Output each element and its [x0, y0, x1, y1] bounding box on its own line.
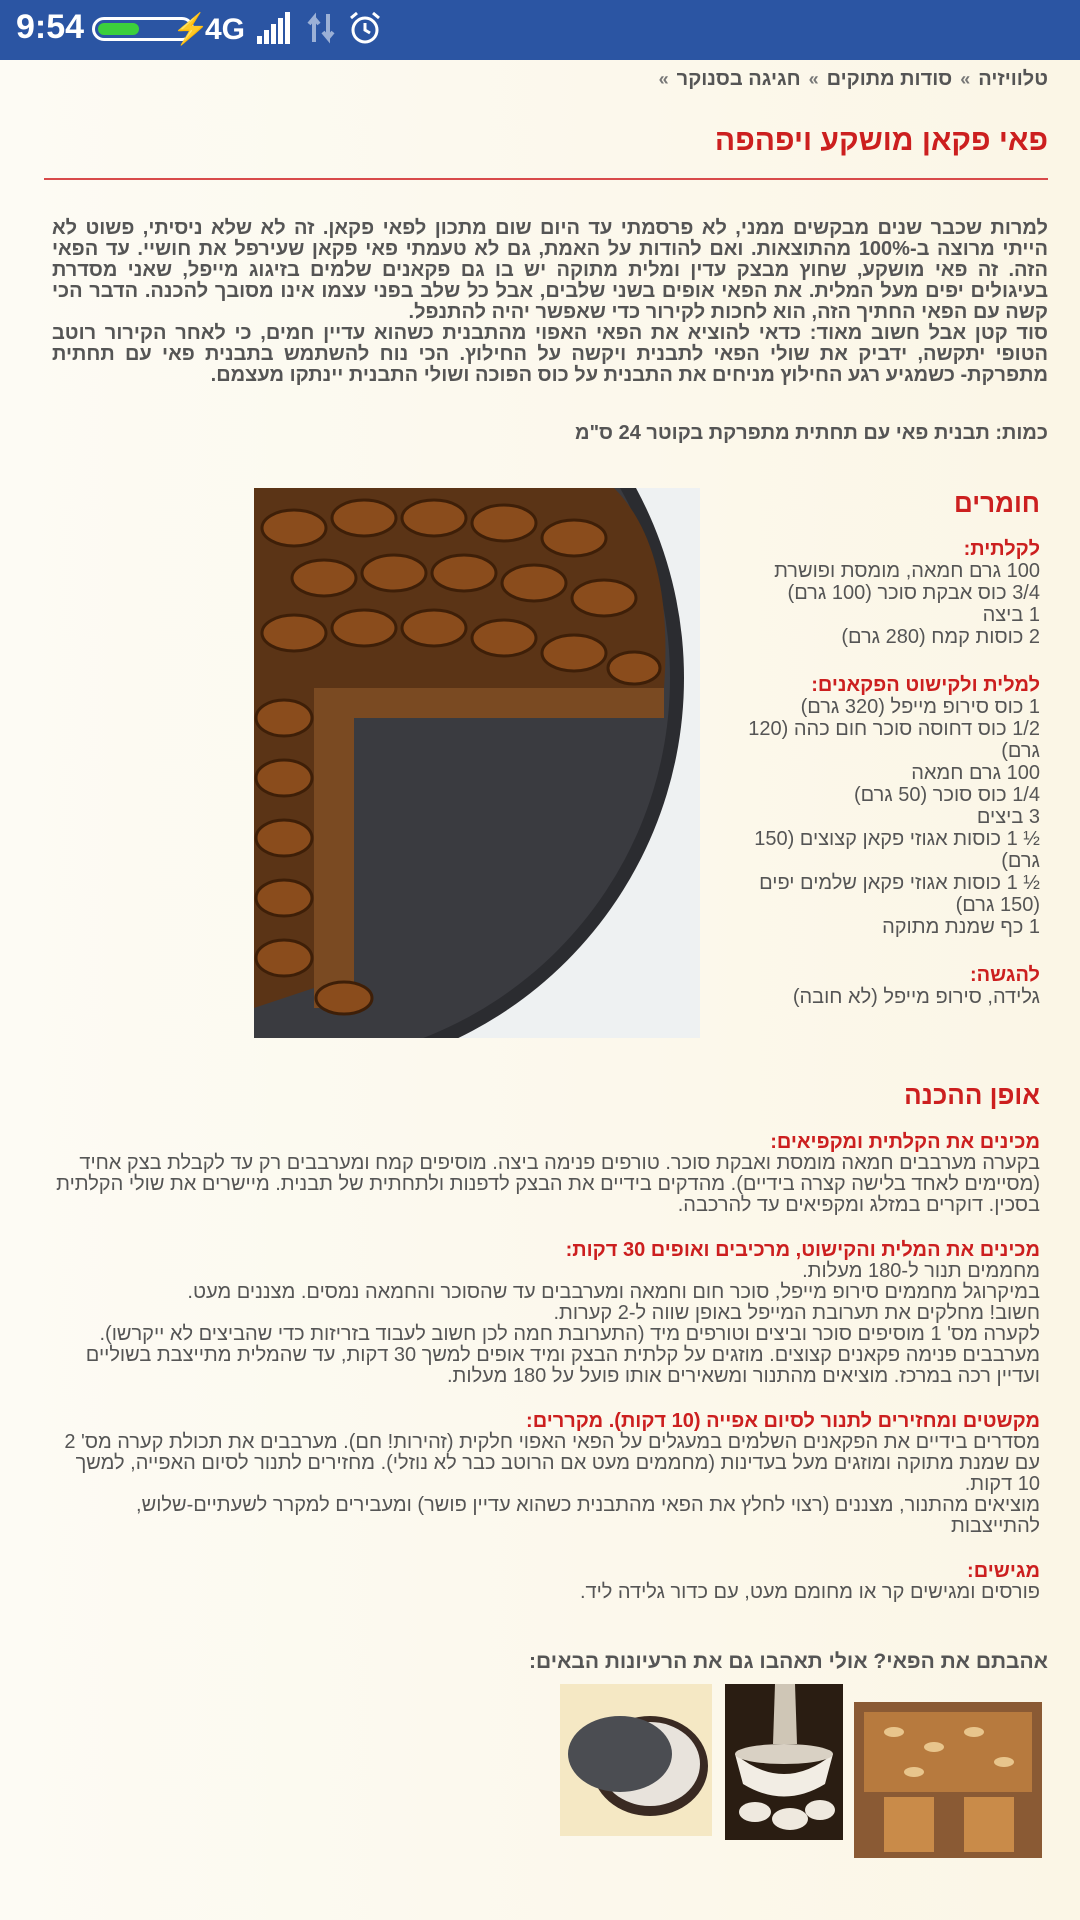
ingredient-item: 100 גרם חמאה, מומסת ופושרת — [774, 560, 1040, 582]
prep-step-title: מכינים את המלית והקישוט, מרכיבים ואופים 30 דקות: — [565, 1239, 1040, 1261]
clock: 9:54 — [16, 8, 85, 46]
ingredient-group-filling — [720, 696, 1040, 938]
ingredients-list — [720, 538, 1040, 1034]
prep-step-text: פורסים ומגישים קר או מחומם מעט, עם כדור גלידה ליד. — [579, 1581, 1040, 1603]
breadcrumb-separator-icon: » — [960, 69, 971, 89]
ingredient-item: 1 ביצה — [982, 604, 1040, 626]
breadcrumb-separator-icon: » — [808, 69, 819, 89]
prep-step-line: חשוב! מחלקים את תערובת המייפל באופן שווה ל-2 קערות. — [553, 1302, 1040, 1324]
ingredient-group-title: למלית ולקישוט הפקאנים: — [811, 674, 1040, 696]
prep-step-line: לקערה מס' 1 מוסיפים סוכר וביצים וטורפים מיד (התערובת חמה לכן חשוב לעבוד בזריזות כדי שהביצים לא ייקרשו). מערבבים פנימה פקאנים קצוצים. מוזגים על קלתית הבצק ומיד אופים למשך 30 דקות, עד שהמלית מתייצבת בשוליים ועדיין רכה במרכז. מוציאים מהתנור ומשאירים אותו פועל על 180 מעלות. — [85, 1323, 1040, 1387]
related-heading: אהבתם את הפאי? אולי תאהבו גם את הרעיונות הבאים: — [529, 1650, 1048, 1673]
ingredient-item: 1/2 כוס דחוסה סוכר חום כהה (120 גרם) — [748, 718, 1040, 762]
ingredient-item: גלידה, סירופ מייפל (לא חובה) — [792, 986, 1040, 1008]
alarm-icon — [347, 10, 383, 46]
pecan-pie-photo — [254, 488, 700, 1038]
related-thumb-nut-bars[interactable] — [854, 1702, 1042, 1858]
ingredient-item: 1/4 כוס סוכר (50 גרם) — [853, 784, 1040, 806]
intro-text — [52, 218, 1048, 386]
page-title: פאי פקאן מושקע ויפהפה — [714, 124, 1048, 157]
breadcrumb-link-tv[interactable]: טלוויזיה — [978, 68, 1048, 90]
article-page — [0, 60, 1080, 1920]
prep-step — [52, 1411, 1040, 1537]
breadcrumb-link-sweets[interactable]: סודות מתוקים — [826, 68, 953, 90]
prep-step-title: מכינים את הקלתית ומקפיאים: — [770, 1131, 1040, 1153]
prep-step-line: מחממים תנור ל-180 מעלות. — [802, 1260, 1040, 1282]
ingredients-heading: חומרים — [954, 488, 1040, 518]
network-type: 4G — [205, 13, 246, 46]
prep-step-line: מסדרים בידיים את הפקאנים השלמים במעגלים על הפאי האפוי חלקית (זהירות! חם). מערבבים את תכולת קערה מס' 2 עם שמנת מתוקה ומוזגים מעל בעדינות (מחממים מעט אם הרוטב כבר לא נוזלי). מחזירים לתנור לסיום האפייה, למשך 10 דקות. — [64, 1431, 1040, 1495]
ingredient-item: 1 כף שמנת מתוקה — [882, 916, 1040, 938]
prep-step-title: מגישים: — [967, 1560, 1040, 1582]
ingredient-group-serving — [720, 986, 1040, 1008]
breadcrumb — [651, 68, 1048, 91]
preparation-steps — [52, 1132, 1040, 1627]
intro-paragraph: למרות שכבר שנים מבקשים ממני, לא פרסמתי עד היום שום מתכון לפאי פקאן. זה לא שלא ניסיתי, פשוט לא הייתי מרוצה ב-100% מהתוצאות. ואם להודות על האמת, גם לא טעמתי פאי פקאן שעירפל את חושיי. עד הפאי הזה. זה פאי מושקע, שחוץ מבצק עדין ומלית מתוקה יש בו גם פקאנים שלמים בזיגוג מייפל, שאני מסדרת בעיגולים יפים מעל המלית. את הפאי אופים בשני שלבים, אבל כל שלב בפני עצמו אינו מסובך להכנה. הדבר הכי קשה עם הפאי החתיך הזה, הוא לחכות לקירור כדי שאפשר יהיה להתנפל. — [52, 217, 1048, 323]
related-thumb-tart-pan[interactable] — [560, 1684, 712, 1836]
ingredient-item: 1 כוס סירופ מייפל (320 גרם) — [800, 696, 1040, 718]
prep-step-line: מוציאים מהתנור, מצננים (רצוי לחלץ את הפאי מהתבנית כשהוא עדיין פושר) ומעבירים למקרר לשעתיים-שלוש, להתייצבות — [136, 1494, 1040, 1537]
preparation-heading: אופן ההכנה — [904, 1080, 1040, 1110]
breadcrumb-link-episode[interactable]: חגיגה בסנוקר — [676, 68, 801, 90]
status-bar — [0, 0, 1080, 60]
quantity: כמות: תבנית פאי עם תחתית מתפרקת בקוטר 24 ס"מ — [575, 422, 1048, 444]
ingredient-group-title: להגשה: — [969, 964, 1040, 986]
data-icon — [306, 12, 336, 44]
prep-step — [52, 1132, 1040, 1216]
ingredient-group-title: לקלתית: — [963, 538, 1040, 560]
battery-level — [98, 23, 139, 35]
prep-step — [52, 1561, 1040, 1603]
ingredient-item: 2 כוסות קמח (280 גרם) — [841, 626, 1040, 648]
prep-step — [52, 1240, 1040, 1387]
prep-step-title: מקשטים ומחזירים לתנור לסיום אפייה (10 דקות). מקררים: — [526, 1410, 1040, 1432]
charging-icon: ⚡ — [172, 13, 210, 46]
ingredient-item: ½ 1 כוסות אגוזי פקאן שלמים יפים (150 גרם) — [759, 872, 1040, 916]
related-thumb-meringue[interactable] — [725, 1684, 843, 1840]
prep-step-text: בקערה מערבבים חמאה מומסת ואבקת סוכר. טורפים פנימה ביצה. מוסיפים קמח ומערבבים רק עד לקבלת בצק אחיד (מסיימים לאחד בלישה קצרה בידיים). מהדקים בידיים את הבצק לדפנות ולתחתית של תבנית. מיישרים את שולי הקלתית בסכין. דוקרים במזלג ומקפיאים עד להרכבה. — [56, 1152, 1040, 1216]
prep-step-line: במיקרוגל מחממים סירופ מייפל, סוכר חום וחמאה ומערבבים עד שהסוכר והחמאה נמסים. מצננים מעט. — [187, 1281, 1040, 1303]
signal-icon — [255, 12, 293, 44]
title-divider — [44, 178, 1048, 180]
ingredient-group-crust — [720, 560, 1040, 648]
intro-tip: סוד קטן אבל חשוב מאוד: כדאי להוציא את הפאי האפוי מהתבנית כשהוא עדיין חמים, כי לאחר הקירור רוטב הטופי יתקשה, ידביק את שולי הפאי לתבנית ויקשה על החילוץ. הכי נוח להשתמש בתבנית פאי עם תחתית מתפרקת- כשמגיע רגע החילוץ מניחים את התבנית על כוס הפוכה ושולי התבנית יינתקו מעצמם. — [52, 322, 1048, 386]
ingredient-item: ½ 1 כוסות אגוזי פקאן קצוצים (150 גרם) — [754, 828, 1040, 872]
ingredient-item: 3/4 כוס אבקת סוכר (100 גרם) — [787, 582, 1040, 604]
breadcrumb-separator-icon: » — [658, 69, 669, 89]
ingredient-item: 100 גרם חמאה — [911, 762, 1040, 784]
ingredient-item: 3 ביצים — [976, 806, 1040, 828]
